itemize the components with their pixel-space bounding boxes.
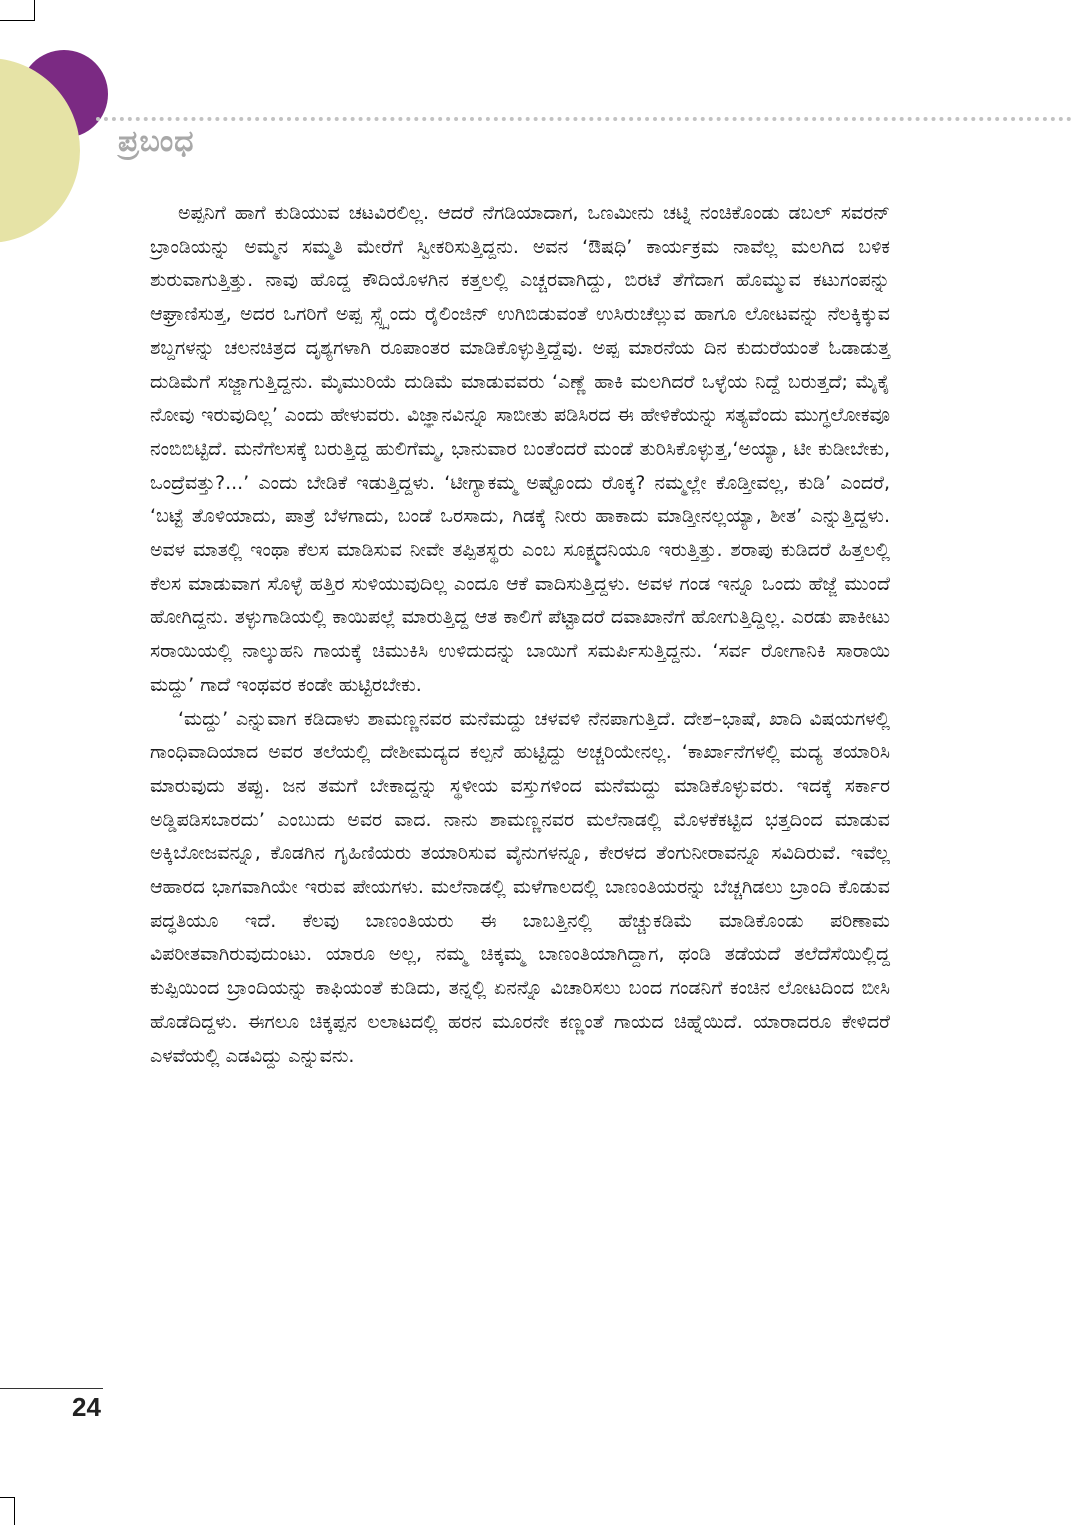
page-number: 24 (72, 1392, 101, 1422)
paragraph: ಅಪ್ಪನಿಗೆ ಹಾಗೆ ಕುಡಿಯುವ ಚಟವಿರಲಿಲ್ಲ. ಆದರೆ ನೆಗಡಿಯಾದಾಗ, ಒಣಮೀನು ಚಟ್ನಿ ನಂಚಿಕೊಂಡು ಡಬಲ್ ಸವರನ್ ಬ್ರಾಂಡಿಯನ್ನು ಅಮ್ಮನ ಸಮ್ಮತಿ ಮೇರೆಗೆ ಸ್ವೀಕರಿಸುತ್ತಿದ್ದನು. ಅವನ ‘ಔಷಧಿ’ ಕಾರ್ಯಕ್ರಮ ನಾವೆಲ್ಲ ಮಲಗಿದ ಬಳಿಕ ಶುರುವಾಗುತ್ತಿತ್ತು. ನಾವು ಹೊದ್ದ ಕೌದಿಯೊಳಗಿನ ಕತ್ತಲಲ್ಲಿ ಎಚ್ಚರವಾಗಿದ್ದು, ಬಿರಟೆ ತೆಗೆದಾಗ ಹೊಮ್ಮುವ ಕಟುಗಂಪನ್ನು ಆಘ್ರಾಣಿಸುತ್ತ, ಅದರ ಒಗರಿಗೆ ಅಪ್ಪ ಸ್ಸ್ಸ್ಸೆಂದು ರೈಲಿಂಜಿನ್ ಉಗಿಬಿಡುವಂತೆ ಉಸಿರುಚೆಲ್ಲುವ ಹಾಗೂ ಲೋಟವನ್ನು ನೆಲಕ್ಕಿಕ್ಕುವ ಶಬ್ದಗಳನ್ನು ಚಲನಚಿತ್ರದ ದೃಶ್ಯಗಳಾಗಿ ರೂಪಾಂತರ ಮಾಡಿಕೊಳ್ಳುತ್ತಿದ್ದೆವು. ಅಪ್ಪ ಮಾರನೆಯ ದಿನ ಕುದುರೆಯಂತೆ ಓಡಾಡುತ್ತ ದುಡಿಮೆಗೆ ಸಜ್ಜಾಗುತ್ತಿದ್ದನು. ಮೈಮುರಿಯೆ ದುಡಿಮೆ ಮಾಡುವವರು ‘ಎಣ್ಣೆ ಹಾಕಿ ಮಲಗಿದರೆ ಒಳ್ಳೆಯ ನಿದ್ದೆ ಬರುತ್ತದೆ; ಮೈಕೈ ನೋವು ಇರುವುದಿಲ್ಲ’ ಎಂದು ಹೇಳುವರು. ವಿಜ್ಞಾನವಿನ್ನೂ ಸಾಬೀತು ಪಡಿಸಿರದ ಈ ಹೇಳಿಕೆಯನ್ನು ಸತ್ಯವೆಂದು ಮುಗ್ಧಲೋಕವೂ ನಂಬಿಬಿಟ್ಟಿದೆ. ಮನೆಗೆಲಸಕ್ಕೆ ಬರುತ್ತಿದ್ದ ಹುಲಿಗೆಮ್ಮ, ಭಾನುವಾರ ಬಂತೆಂದರೆ ಮಂಡೆ ತುರಿಸಿಕೊಳ್ಳುತ್ತ,‘ಅಯ್ಯಾ, ಟೀ ಕುಡೀಬೇಕು, ಒಂದ್ರೆವತ್ತು?...’ ಎಂದು ಬೇಡಿಕೆ ಇಡುತ್ತಿದ್ದಳು. ‘ಟೀಗ್ಯಾಕಮ್ಮ ಅಷ್ಟೊಂದು ರೊಕ್ಕ? ನಮ್ಮಲ್ಲೇ ಕೊಡ್ತೀವಲ್ಲ, ಕುಡಿ’ ಎಂದರೆ, ‘ಬಟ್ಟೆ ತೊಳಿಯಾದು, ಪಾತ್ರೆ ಬೆಳಗಾದು, ಬಂಡೆ ಒರಸಾದು, ಗಿಡಕ್ಕೆ ನೀರು ಹಾಕಾದು ಮಾಡ್ತೀನಲ್ಲಯ್ಯಾ, ಶೀತ’ ಎನ್ನುತ್ತಿದ್ದಳು. ಅವಳ ಮಾತಲ್ಲಿ ಇಂಥಾ ಕೆಲಸ ಮಾಡಿಸುವ ನೀವೇ ತಪ್ಪಿತಸ್ಥರು ಎಂಬ ಸೂಕ್ಷ್ಮದನಿಯೂ ಇರುತ್ತಿತ್ತು. ಶರಾಪು ಕುಡಿದರೆ ಹಿತ್ತಲಲ್ಲಿ ಕೆಲಸ ಮಾಡುವಾಗ ಸೊಳ್ಳೆ ಹತ್ತಿರ ಸುಳಿಯುವುದಿಲ್ಲ ಎಂದೂ ಆಕೆ ವಾದಿಸುತ್ತಿದ್ದಳು. ಅವಳ ಗಂಡ ಇನ್ನೂ ಒಂದು ಹೆಜ್ಜೆ ಮುಂದೆ ಹೋಗಿದ್ದನು. ತಳ್ಳುಗಾಡಿಯಲ್ಲಿ ಕಾಯಿಪಲ್ಲೆ ಮಾರುತ್ತಿದ್ದ ಆತ ಕಾಲಿಗೆ ಪೆಟ್ಟಾದರೆ ದವಾಖಾನೆಗೆ ಹೋಗುತ್ತಿದ್ದಿಲ್ಲ. ಎರಡು ಪಾಕೀಟು ಸರಾಯಿಯಲ್ಲಿ ನಾಲ್ಕುಹನಿ ಗಾಯಕ್ಕೆ ಚಿಮುಕಿಸಿ ಉಳಿದುದನ್ನು ಬಾಯಿಗೆ ಸಮರ್ಪಿಸುತ್ತಿದ್ದನು. ‘ಸರ್ವ ರೋಗಾನಿಕಿ ಸಾರಾಯಿ ಮದ್ದು’ ಗಾದೆ ಇಂಥವರ ಕಂಡೇ ಹುಟ್ಟಿರಬೇಕು. (150, 202, 890, 696)
section-title: ಪ್ರಬಂಧ (118, 124, 195, 159)
crop-mark-bottom-vertical (14, 1497, 15, 1525)
paragraph: ‘ಮದ್ದು’ ಎನ್ನುವಾಗ ಕಡಿದಾಳು ಶಾಮಣ್ಣನವರ ಮನೆಮದ್ದು ಚಳವಳಿ ನೆನಪಾಗುತ್ತಿದೆ. ದೇಶ–ಭಾಷೆ, ಖಾದಿ ವಿಷಯಗಳಲ್ಲಿ ಗಾಂಧಿವಾದಿಯಾದ ಅವರ ತಲೆಯಲ್ಲಿ ದೇಶೀಮದ್ಯದ ಕಲ್ಪನೆ ಹುಟ್ಟಿದ್ದು ಅಚ್ಚರಿಯೇನಲ್ಲ. ‘ಕಾರ್ಖಾನೆಗಳಲ್ಲಿ ಮದ್ಯ ತಯಾರಿಸಿ ಮಾರುವುದು ತಪ್ಪು. ಜನ ತಮಗೆ ಬೇಕಾದ್ದನ್ನು ಸ್ಥಳೀಯ ವಸ್ತುಗಳಿಂದ ಮನೆಮದ್ದು ಮಾಡಿಕೊಳ್ಳುವರು. ಇದಕ್ಕೆ ಸರ್ಕಾರ ಅಡ್ಡಿಪಡಿಸಬಾರದು’ ಎಂಬುದು ಅವರ ವಾದ. ನಾನು ಶಾಮಣ್ಣನವರ ಮಲೆನಾಡಲ್ಲಿ ಮೊಳಕೆಕಟ್ಟಿದ ಭತ್ತದಿಂದ ಮಾಡುವ ಅಕ್ಕಿಬೋಜವನ್ನೂ, ಕೊಡಗಿನ ಗೃಹಿಣಿಯರು ತಯಾರಿಸುವ ವೈನುಗಳನ್ನೂ, ಕೇರಳದ ತೆಂಗುನೀರಾವನ್ನೂ ಸವಿದಿರುವೆ. ಇವೆಲ್ಲ ಆಹಾರದ ಭಾಗವಾಗಿಯೇ ಇರುವ ಪೇಯಗಳು. ಮಲೆನಾಡಲ್ಲಿ ಮಳೆಗಾಲದಲ್ಲಿ ಬಾಣಂತಿಯರನ್ನು ಬೆಚ್ಚಗಿಡಲು ಬ್ರಾಂದಿ ಕೊಡುವ ಪದ್ಧತಿಯೂ ಇದೆ. ಕೆಲವು ಬಾಣಂತಿಯರು ಈ ಬಾಬತ್ತಿನಲ್ಲಿ ಹೆಚ್ಚುಕಡಿಮೆ ಮಾಡಿಕೊಂಡು ಪರಿಣಾಮ ವಿಪರೀತವಾಗಿರುವುದುಂಟು. ಯಾರೂ ಅಲ್ಲ, ನಮ್ಮ ಚಿಕ್ಕಮ್ಮ ಬಾಣಂತಿಯಾಗಿದ್ದಾಗ, ಥಂಡಿ ತಡೆಯದೆ ತಲೆದೆಸೆಯಿಲ್ಲಿದ್ದ ಕುಪ್ಪಿಯಿಂದ ಬ್ರಾಂದಿಯನ್ನು ಕಾಫಿಯಂತೆ ಕುಡಿದು, ತನ್ನಲ್ಲಿ ಏನನ್ನೊ ವಿಚಾರಿಸಲು ಬಂದ ಗಂಡನಿಗೆ ಕಂಚಿನ ಲೋಟದಿಂದ ಬೀಸಿ ಹೊಡೆದಿದ್ದಳು. ಈಗಲೂ ಚಿಕ್ಕಪ್ಪನ ಲಲಾಟದಲ್ಲಿ ಹರನ ಮೂರನೇ ಕಣ್ಣಂತೆ ಗಾಯದ ಚಿಹ್ನೆಯಿದೆ. ಯಾರಾದರೂ ಕೇಳಿದರೆ ಎಳವೆಯಲ್ಲಿ ಎಡವಿದ್ದು ಎನ್ನುವನು. (150, 707, 890, 1067)
footer-rule (0, 1388, 103, 1389)
crop-mark-top-horizontal (0, 20, 35, 21)
crop-mark-top-vertical (34, 0, 35, 20)
essay-body (150, 197, 890, 1073)
crop-mark-bottom-horizontal (0, 1497, 15, 1498)
header-dotted-rule (96, 117, 1072, 121)
